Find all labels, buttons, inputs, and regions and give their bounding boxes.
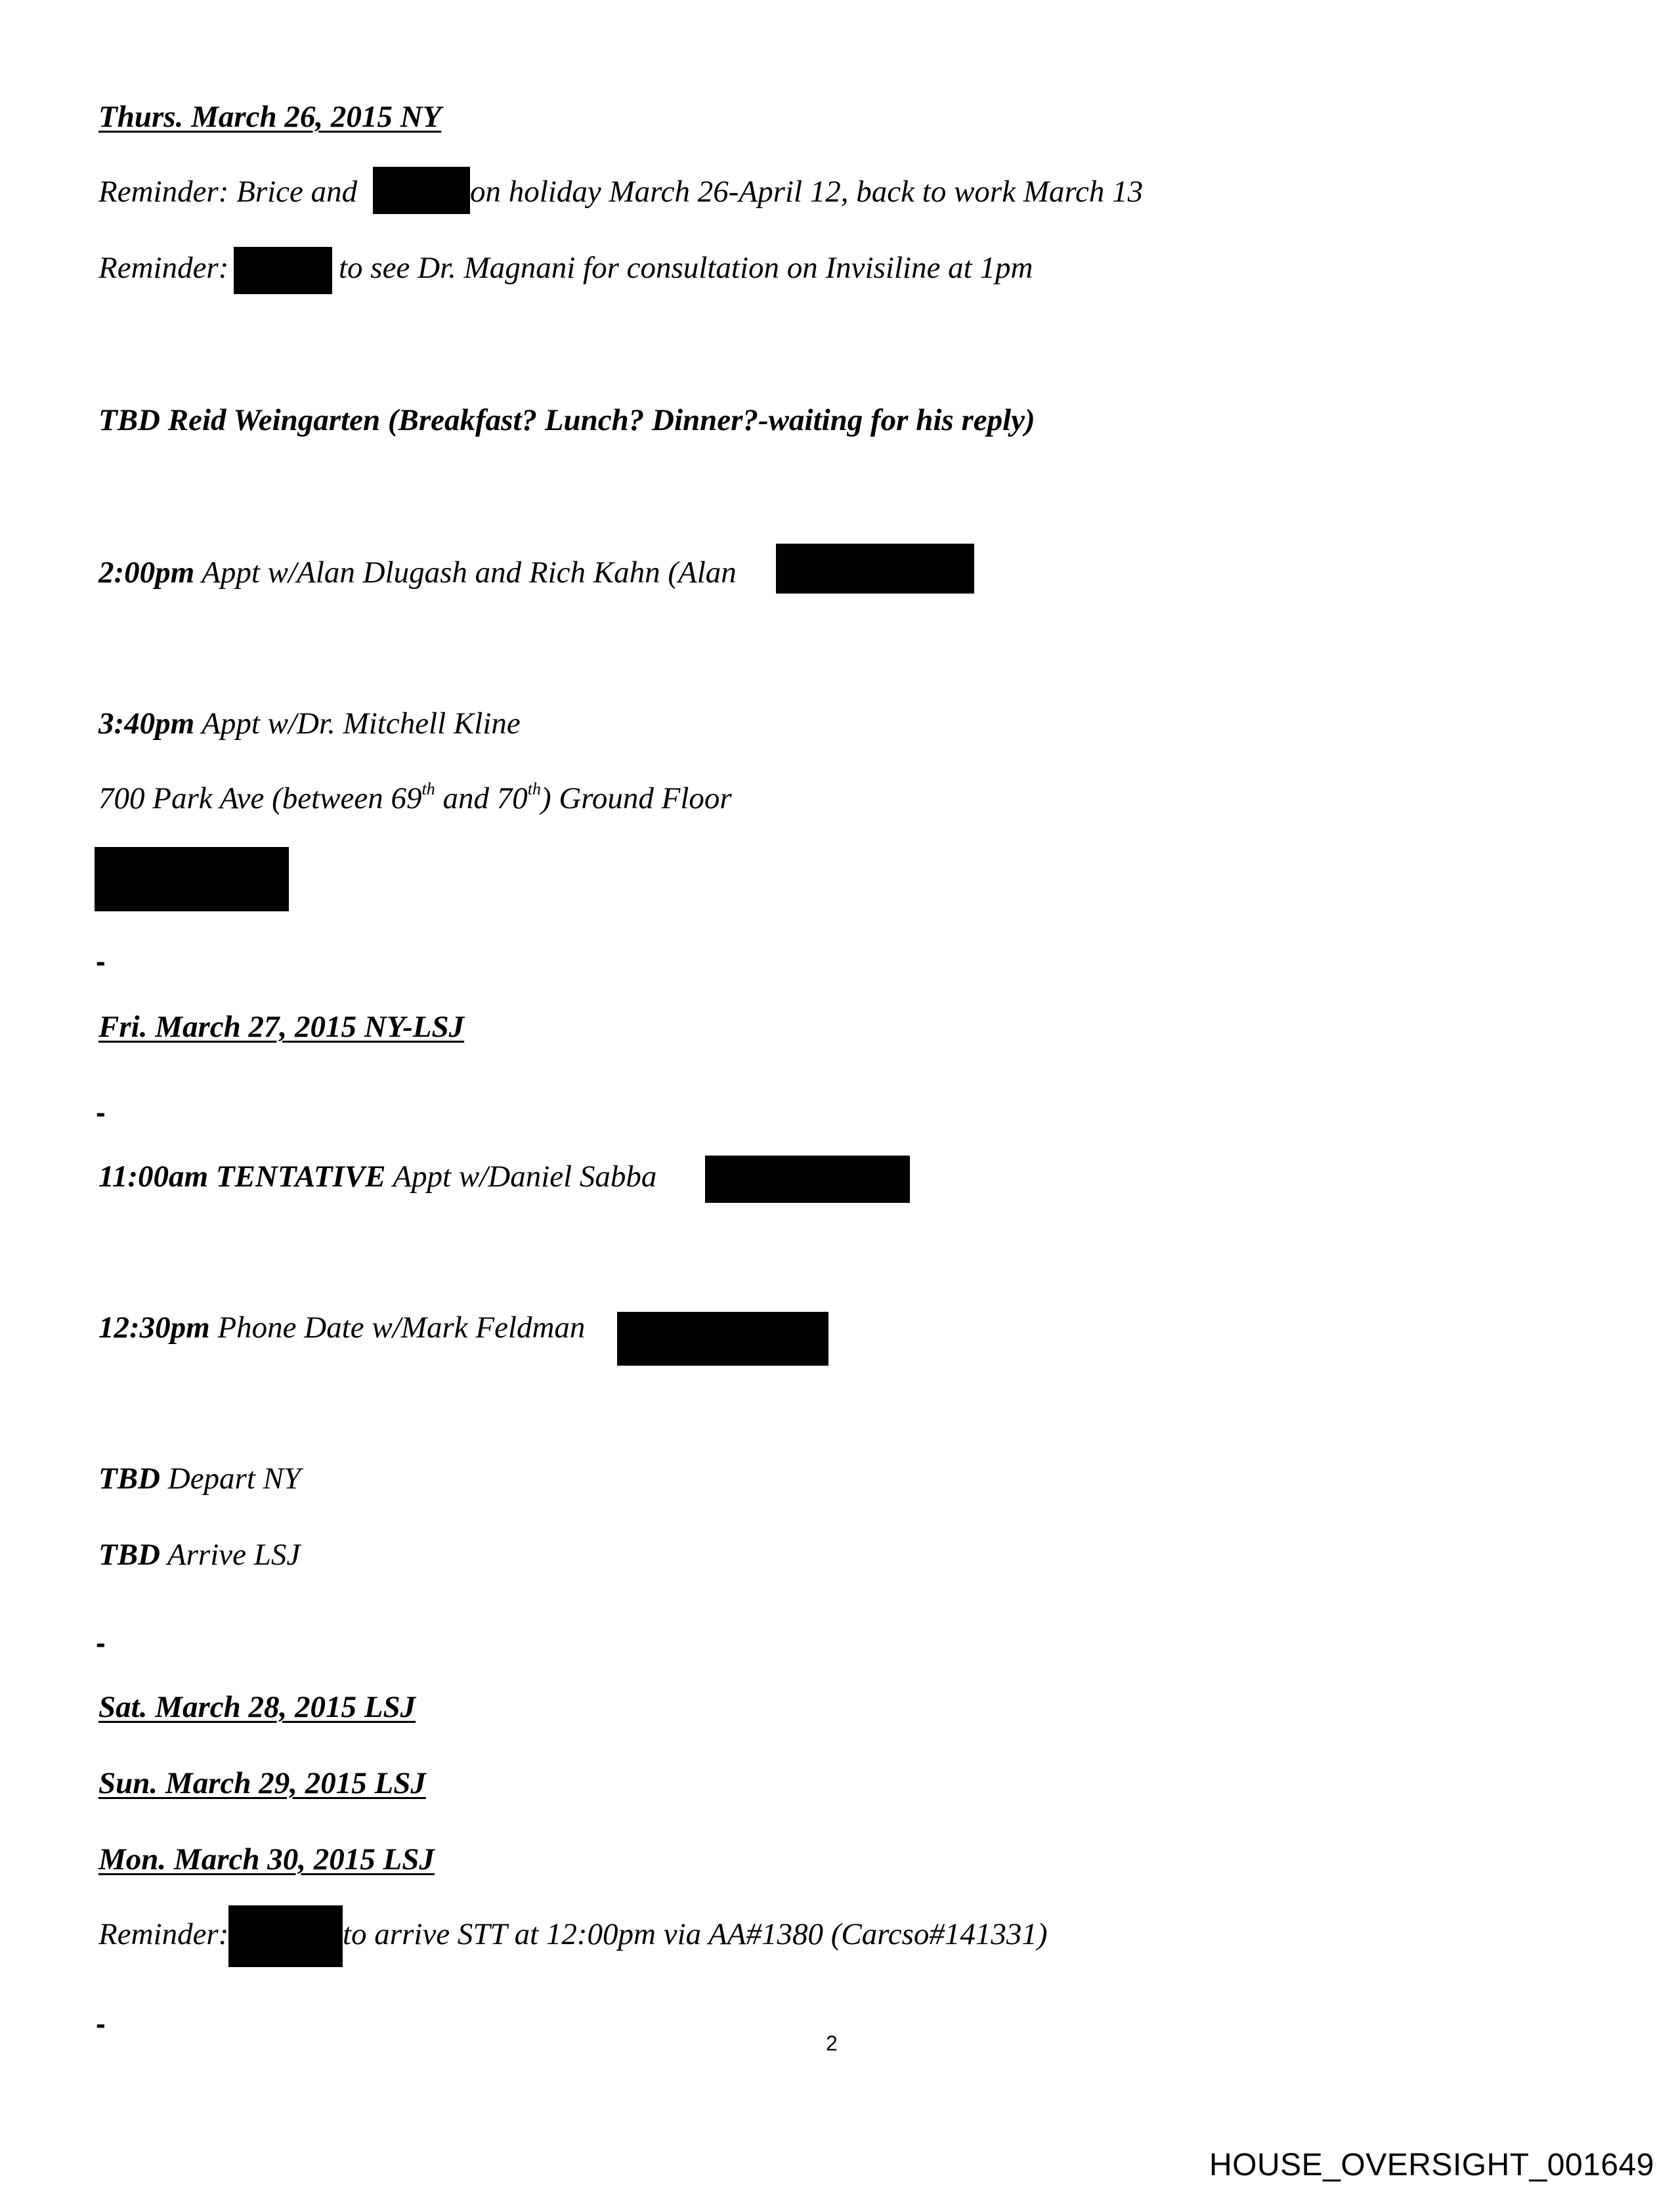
address-sup2: th [527,779,541,799]
bates-number: HOUSE_OVERSIGHT_001649 [1209,2148,1654,2182]
redaction-box [776,544,974,594]
date-header-friday: Fri. March 27, 2015 NY-LSJ [98,1010,465,1044]
date-header-sunday: Sun. March 29, 2015 LSJ [98,1766,426,1800]
separator-dash: - [96,945,106,978]
reminder-holiday-part2: on holiday March 26-April 12, back to work March 13 [470,175,1144,209]
appt-sabba [98,1158,656,1195]
appt-text: Phone Date w/Mark Feldman [217,1311,586,1345]
redaction-box [705,1156,910,1203]
redaction-box [228,1905,343,1967]
address-line [98,780,732,817]
tbd-text: Arrive LSJ [167,1538,301,1572]
separator-dash: - [96,2008,106,2040]
appt-time: 3:40pm [98,706,195,741]
tbd-text: Depart NY [167,1462,301,1496]
redaction-box [617,1312,828,1366]
date-header-saturday: Sat. March 28, 2015 LSJ [98,1690,416,1724]
separator-dash: - [96,1096,106,1129]
address-part2: and 70 [435,781,528,815]
appt-text: Appt w/Alan Dlugash and Rich Kahn (Alan [202,555,737,590]
redaction-box [234,247,332,294]
separator-dash: - [96,1627,106,1659]
address-part3: ) Ground Floor [540,781,732,815]
address-part1: 700 Park Ave (between 69 [98,781,422,815]
reminder-arrival-part2: to arrive STT at 12:00pm via AA#1380 (Carcso#141331) [343,1917,1048,1951]
page-number: 2 [826,2031,838,2055]
reminder-arrival-part1: Reminder: [98,1917,229,1951]
date-header-monday: Mon. March 30, 2015 LSJ [98,1842,435,1876]
tbd-label: TBD [98,1538,160,1572]
tbd-label: TBD [98,1462,160,1496]
reminder-holiday-part1: Reminder: Brice and [98,175,358,209]
appt-time: 2:00pm [98,555,195,590]
appt-dlugash-kahn [98,554,737,591]
redaction-box [373,167,470,214]
appt-text: Appt w/Daniel Sabba [393,1160,657,1194]
redaction-box [95,847,289,911]
tbd-arrive-lsj [98,1536,300,1573]
reminder-dentist-part2: to see Dr. Magnani for consultation on Invisiline at 1pm [339,251,1033,285]
tbd-reid-weingarten: TBD Reid Weingarten (Breakfast? Lunch? Dinner?-waiting for his reply) [98,403,1035,437]
reminder-dentist-part1: Reminder: [98,251,229,285]
tbd-depart-ny [98,1460,301,1497]
appt-time: 12:30pm [98,1311,210,1345]
address-sup1: th [421,779,435,799]
appt-kline [98,705,521,742]
appt-text: Appt w/Dr. Mitchell Kline [202,706,521,741]
date-header-thursday: Thurs. March 26, 2015 NY [98,100,442,134]
appt-time: 11:00am TENTATIVE [98,1160,386,1194]
phone-date-feldman [98,1309,585,1346]
